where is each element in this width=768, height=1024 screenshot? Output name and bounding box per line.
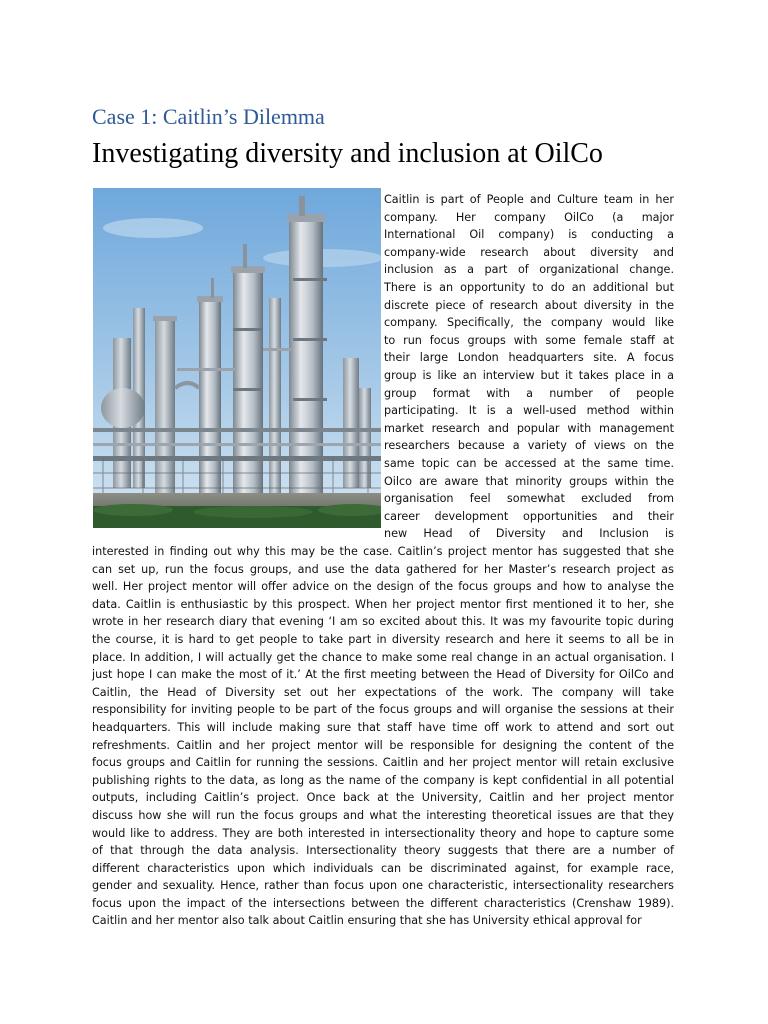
text-line: new Head of Diversity and Inclusion is (384, 527, 674, 541)
text-line: group format with a number of people (384, 386, 674, 400)
text-line: responsibility for inviting people to be part of the focus groups and will organise the sessions at their (92, 703, 674, 717)
text-line: place. In addition, I will actually get the chance to make some real change in an actual organisation. I (92, 650, 674, 664)
text-line: focus upon the impact of the intersections between the different characteristics (Crenshaw 1989). (92, 896, 674, 910)
text-line: data. Caitlin is enthusiastic by this prospect. When her project mentor first mentioned it to her, she (92, 597, 674, 611)
page-title: Investigating diversity and inclusion at OilCo (92, 138, 603, 169)
body-paragraph (92, 543, 674, 930)
text-line: group is like an interview but it takes place in a (384, 368, 674, 382)
text-line: to run focus groups with some female staff at (384, 333, 674, 347)
text-line: different characteristics upon which individuals can be discriminated against, for example race, (92, 861, 674, 875)
text-line: participating. It is a well-used method within (384, 404, 674, 418)
text-line: publishing rights to the data, as long as the name of the company is kept confidential in all potential (92, 773, 674, 787)
text-line: wrote in her research diary that evening ‘I am so excited about this. It was my favourite topic during (92, 615, 674, 629)
text-line: refreshments. Caitlin and her project mentor will be responsible for designing the content of the (92, 738, 674, 752)
case-title: Case 1: Caitlin’s Dilemma (92, 104, 325, 129)
wrap-paragraph (384, 191, 674, 543)
text-line: discrete piece of research about diversity in the (384, 298, 674, 312)
text-line: Oilco are aware that minority groups within the (384, 474, 674, 488)
text-line: organisation feel somewhat excluded from (384, 492, 674, 506)
text-line: well. Her project mentor will offer advice on the design of the focus groups and how to analyse the (92, 580, 674, 594)
text-line: focus groups and Caitlin for running the sessions. Caitlin and her project mentor will retain exclusive (92, 756, 674, 770)
text-line: There is an opportunity to do an additional but (384, 280, 674, 294)
text-line: company. Her company OilCo (a major (384, 210, 674, 224)
text-line: market research and popular with management (384, 421, 674, 435)
text-line: company. Specifically, the company would like (384, 316, 674, 330)
text-line: headquarters. This will include making sure that staff have time off work to attend and sort out (92, 720, 674, 734)
text-line: Caitlin and her mentor also talk about Caitlin ensuring that she has University ethical approval for (92, 914, 642, 928)
text-line: International Oil company) is conducting a (384, 228, 674, 242)
text-line: same topic can be accessed at the same time. (384, 456, 674, 470)
text-line: Caitlin is part of People and Culture team in her (384, 193, 674, 206)
text-line: outputs, including Caitlin’s project. Once back at the University, Caitlin and her project mentor (92, 791, 674, 805)
text-line: inclusion as a part of organizational change. (384, 263, 674, 277)
text-line: Caitlin, the Head of Diversity set out her expectations of the work. The company will take (92, 685, 674, 699)
text-line: discuss how she will run the focus groups and what the interesting theoretical issues are that they (92, 808, 674, 822)
text-line: of that through the data analysis. Intersectionality theory suggests that there are a number of (92, 844, 674, 858)
text-line: researchers because a variety of views on the (384, 439, 674, 453)
text-line: company-wide research about diversity and (384, 245, 674, 259)
text-line: interested in finding out why this may be the case. Caitlin’s project mentor has suggested that she (92, 545, 674, 558)
text-line: just hope I can make the most of it.’ At the first meeting between the Head of Diversity for OilCo and (92, 668, 674, 682)
text-line: career development opportunities and their (384, 509, 674, 523)
oil-refinery-photo (93, 188, 381, 528)
text-line: can set up, run the focus groups, and use the data gathered for her Master’s research project as (92, 562, 674, 576)
text-line: the course, it is hard to get people to take part in diversity research and here it seems to all be in (92, 632, 674, 646)
text-line: gender and sexuality. Hence, rather than focus upon one characteristic, intersectionality researchers (92, 879, 674, 893)
text-line: would like to address. They are both interested in intersectionality theory and hope to capture some (92, 826, 674, 840)
text-line: their large London headquarters site. A focus (384, 351, 674, 365)
